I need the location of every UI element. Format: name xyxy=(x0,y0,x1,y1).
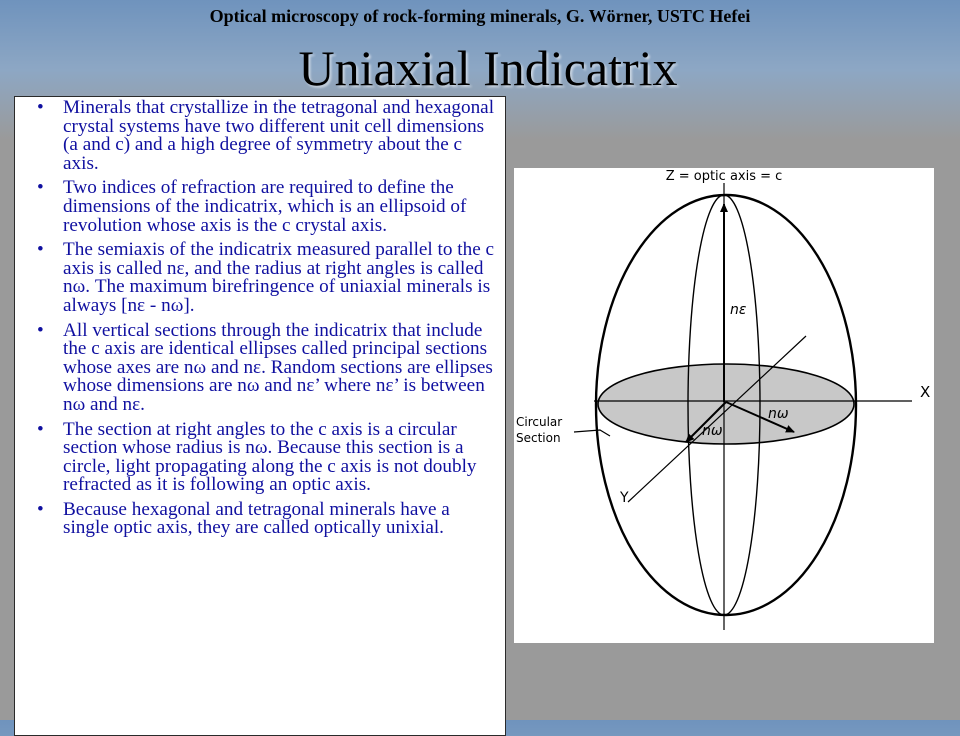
indicatrix-diagram xyxy=(514,168,934,643)
circular-section xyxy=(598,364,854,444)
n-omega-x-label: nω xyxy=(768,406,789,422)
bullet-list xyxy=(15,97,505,538)
bullet-dot-icon: • xyxy=(37,418,44,440)
bullet-dot-icon: • xyxy=(37,239,44,261)
n-omega-y-label: nω xyxy=(702,423,723,439)
bullet-item xyxy=(23,241,497,315)
bullet-item xyxy=(23,418,497,496)
text-panel xyxy=(14,96,506,736)
bullet-item xyxy=(23,179,497,235)
bullet-item xyxy=(23,99,497,173)
n-epsilon-label: nε xyxy=(730,302,747,318)
x-axis-label: X xyxy=(920,383,931,401)
bullet-text: Two indices of refraction are required to define the dimensions of the indicatrix, which is an ellipsoid of revolution whose axis is the c crystal axis. xyxy=(63,177,467,236)
bullet-text: Minerals that crystallize in the tetragonal and hexagonal crystal systems have two different unit cell dimensions (a and c) and a high degree of symmetry about the c axis. xyxy=(63,97,495,174)
section-label-line1: Circular xyxy=(516,415,563,429)
bullet-text: The semiaxis of the indicatrix measured parallel to the c axis is called nε, and the radius at right angles is called nω. The maximum birefringence of uniaxial minerals is always [nε - nω]. xyxy=(63,239,495,316)
bullet-item xyxy=(23,319,497,415)
bullet-item xyxy=(23,498,497,539)
bullet-text: All vertical sections through the indicatrix that include the c axis are identical ellipses called principal sections whose axes are nω and nε. Random sections are ellipses whose dimensions are nω and nε’ where nε’ is between nω and nε. xyxy=(63,319,493,415)
bullet-text: Because hexagonal and tetragonal minerals have a single optic axis, they are called optically unixial. xyxy=(63,498,450,539)
bullet-dot-icon: • xyxy=(37,97,44,118)
y-axis-label: Y xyxy=(620,490,629,506)
section-label-line2: Section xyxy=(516,431,561,445)
bullet-dot-icon: • xyxy=(37,177,44,199)
slide-header: Optical microscopy of rock-forming minerals, G. Wörner, USTC Hefei xyxy=(209,6,751,26)
slide-title: Uniaxial Indicatrix xyxy=(298,40,678,96)
indicatrix-figure xyxy=(514,168,934,643)
bullet-text: The section at right angles to the c axis is a circular section whose radius is nω. Because this section is a circle, light propagating along the c axis is not doubly refracted as it is following an optic axis. xyxy=(63,418,477,496)
bullet-dot-icon: • xyxy=(37,319,44,341)
section-leader-line xyxy=(574,430,610,436)
bullet-dot-icon: • xyxy=(37,498,44,520)
z-axis-label: Z = optic axis = c xyxy=(665,169,783,184)
